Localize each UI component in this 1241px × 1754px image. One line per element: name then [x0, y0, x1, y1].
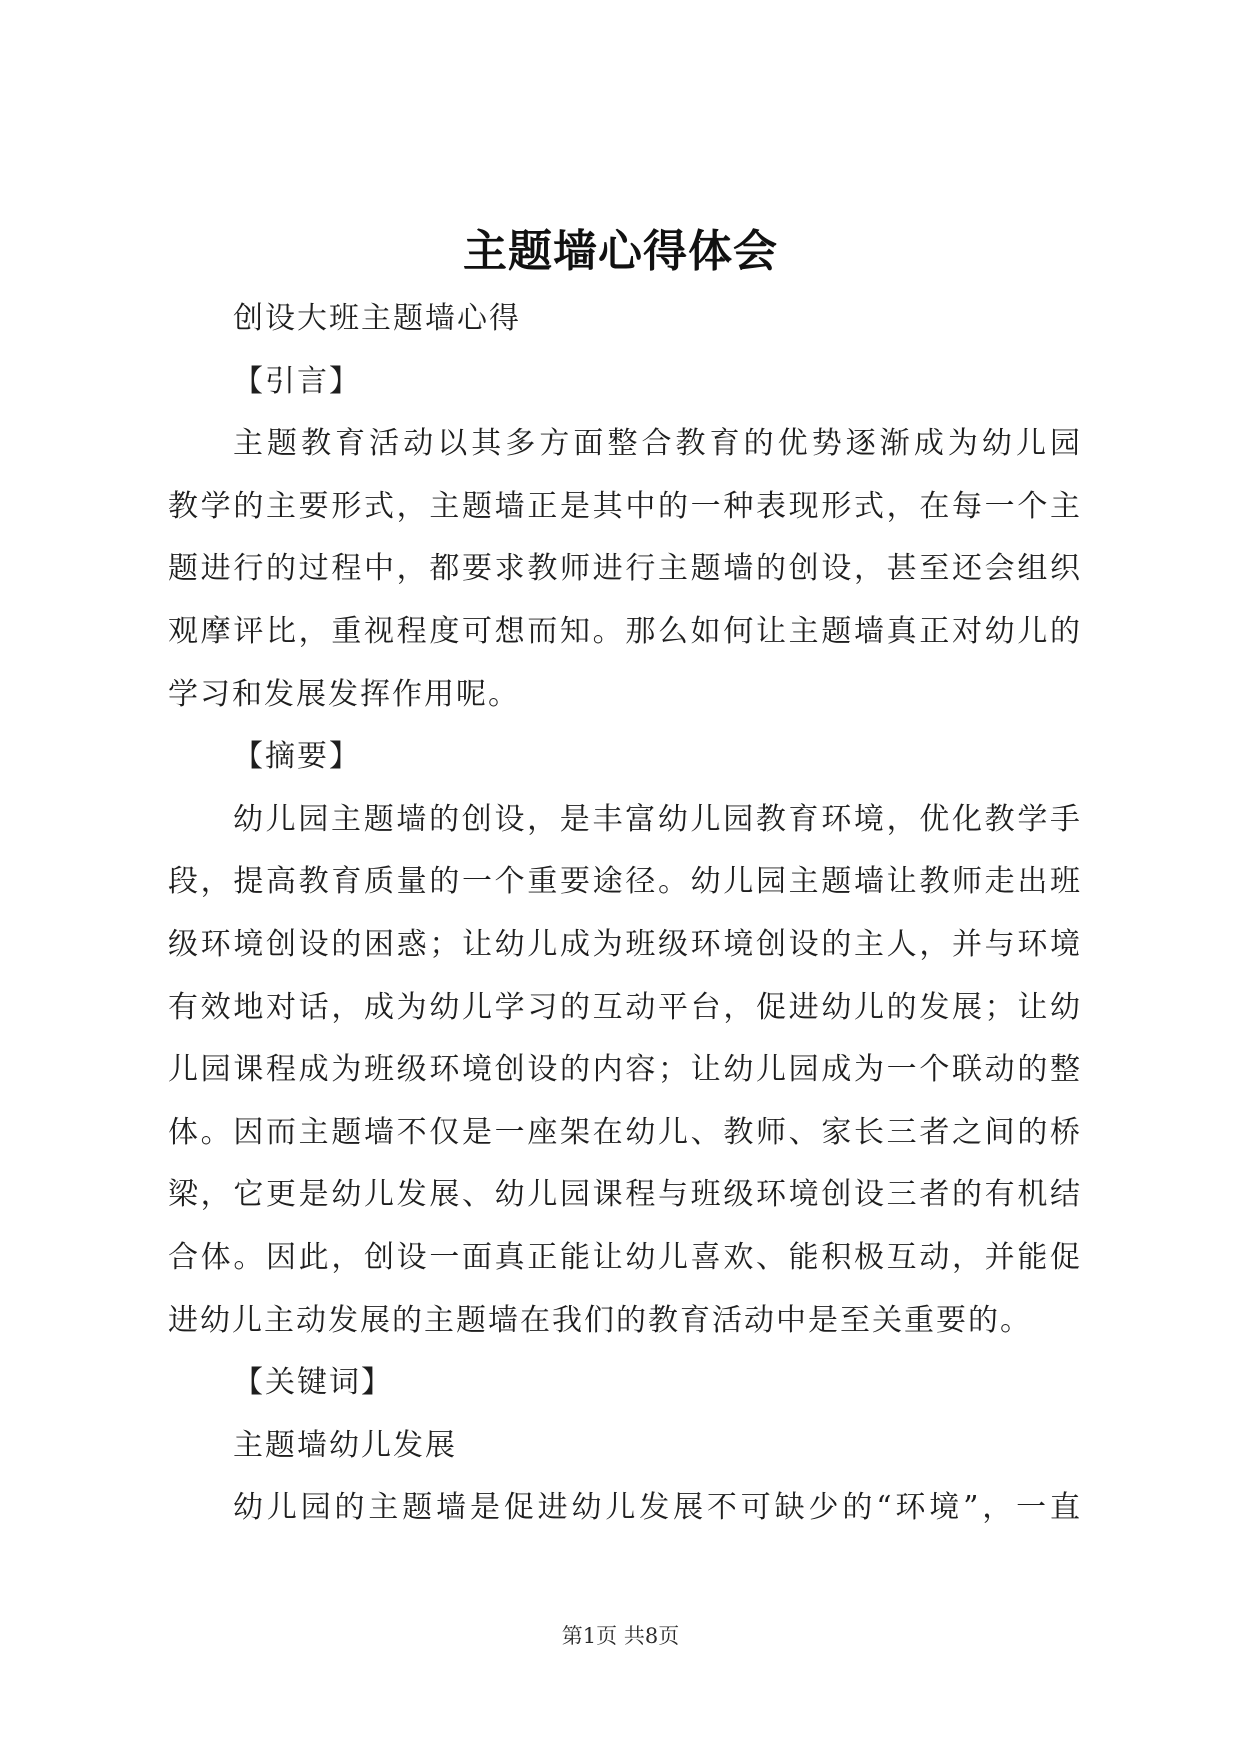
page-number-footer: 第1页 共8页 — [561, 1624, 680, 1648]
abstract-paragraph-line: 进幼儿主动发展的主题墙在我们的教育活动中是至关重要的。 — [168, 1302, 1032, 1338]
subtitle-line: 创设大班主题墙心得 — [233, 301, 521, 336]
abstract-paragraph-line: 梁，它更是幼儿发展、幼儿园课程与班级环境创设三者的有机结 — [168, 1177, 1082, 1213]
intro-paragraph-line: 教学的主要形式，主题墙正是其中的一种表现形式，在每一个主 — [168, 488, 1082, 524]
document-body — [168, 288, 1082, 1540]
abstract-paragraph-line: 儿园课程成为班级环境创设的内容；让幼儿园成为一个联动的整 — [168, 1052, 1082, 1088]
intro-paragraph-line: 题进行的过程中，都要求教师进行主题墙的创设，甚至还会组织 — [168, 551, 1082, 587]
abstract-paragraph-line: 幼儿园主题墙的创设，是丰富幼儿园教育环境，优化教学手 — [233, 801, 1082, 837]
intro-paragraph-line: 观摩评比，重视程度可想而知。那么如何让主题墙真正对幼儿的 — [168, 613, 1082, 649]
keywords-label: 【关键词】 — [233, 1365, 393, 1401]
abstract-paragraph-line: 级环境创设的困惑；让幼儿成为班级环境创设的主人，并与环境 — [168, 926, 1082, 962]
abstract-paragraph-line: 合体。因此，创设一面真正能让幼儿喜欢、能积极互动，并能促 — [168, 1239, 1082, 1275]
abstract-paragraph-line: 体。因而主题墙不仅是一座架在幼儿、教师、家长三者之间的桥 — [168, 1114, 1082, 1150]
abstract-paragraph-line: 有效地对话，成为幼儿学习的互动平台，促进幼儿的发展；让幼 — [168, 989, 1082, 1025]
abstract-paragraph-line: 段，提高教育质量的一个重要途径。幼儿园主题墙让教师走出班 — [168, 864, 1082, 900]
abstract-label: 【摘要】 — [233, 739, 361, 775]
body-paragraph-line: 幼儿园的主题墙是促进幼儿发展不可缺少的“环境”，一直 — [233, 1490, 1082, 1526]
intro-paragraph-line: 学习和发展发挥作用呢。 — [168, 676, 520, 712]
intro-label: 【引言】 — [233, 363, 361, 399]
document-title: 主题墙心得体会 — [463, 226, 778, 277]
intro-paragraph-line: 主题教育活动以其多方面整合教育的优势逐渐成为幼儿园 — [233, 426, 1082, 462]
keywords-text: 主题墙幼儿发展 — [233, 1427, 457, 1463]
